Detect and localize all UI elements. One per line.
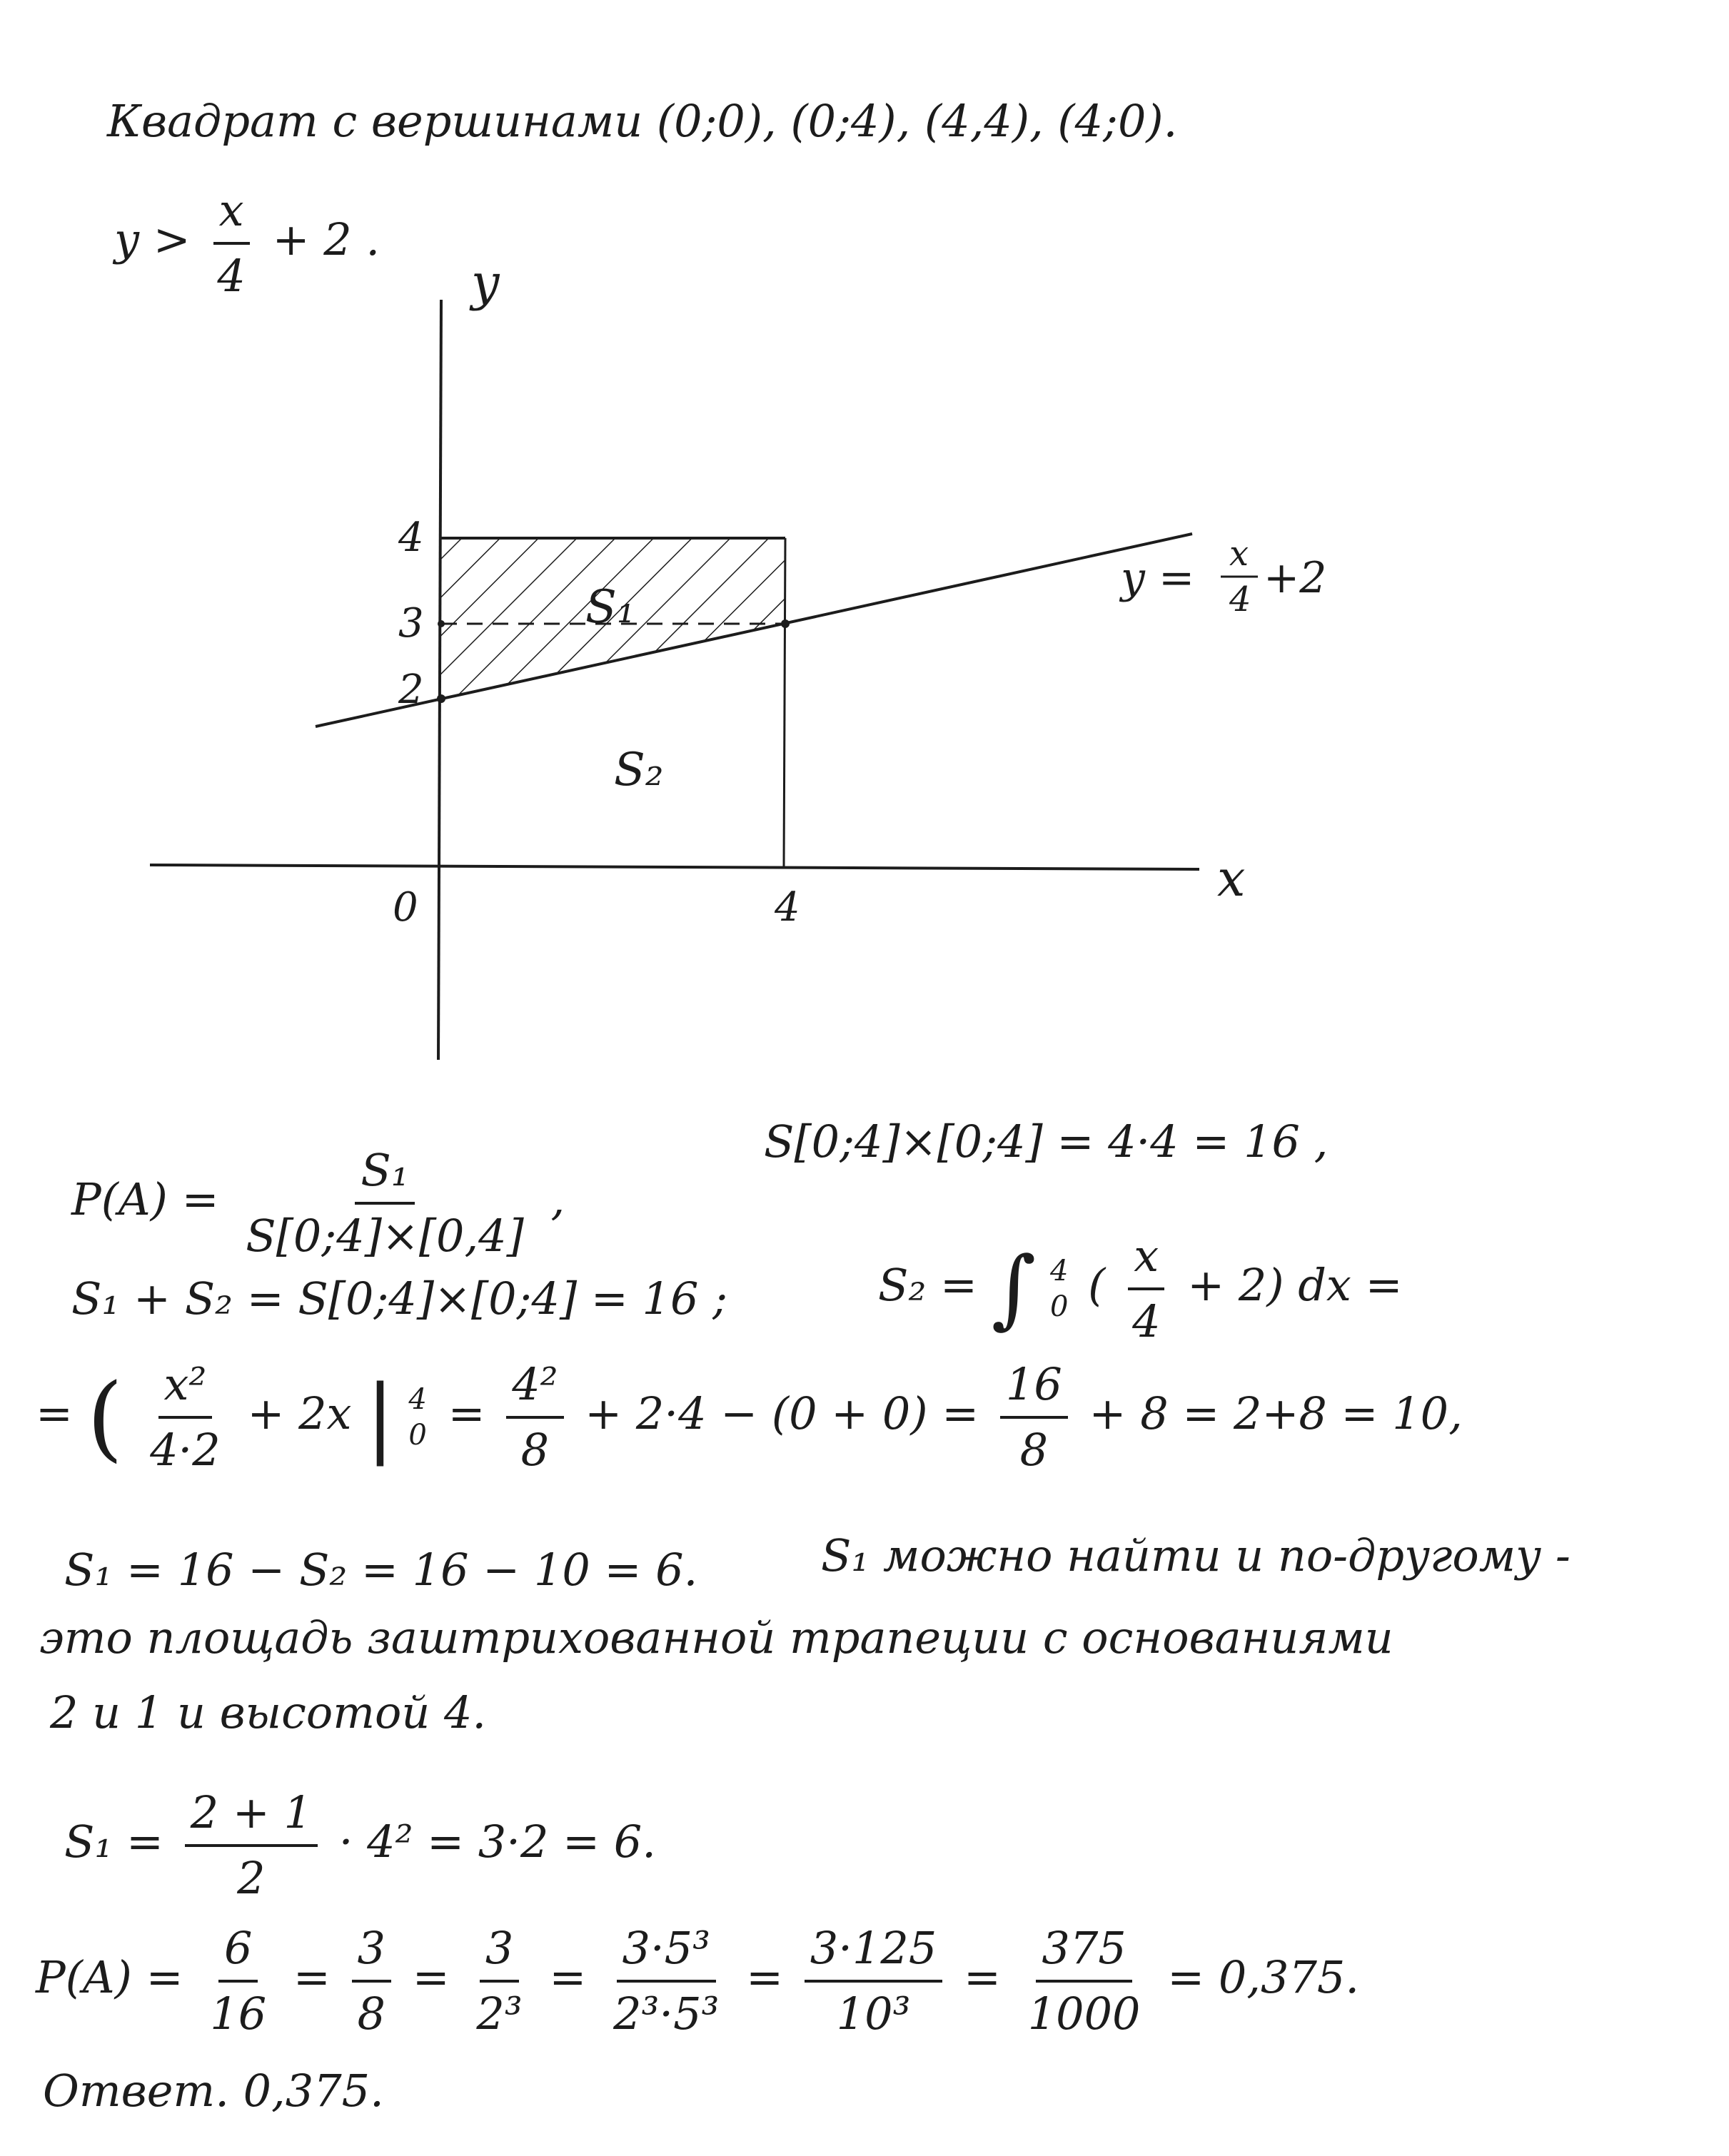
integral-open-paren: ( xyxy=(1088,1259,1106,1312)
alt-line-2 xyxy=(39,1609,1393,1666)
square-area-line xyxy=(764,1113,1328,1170)
final-prob-line xyxy=(36,1920,1359,2043)
point-0-3 xyxy=(438,620,445,627)
s1-result-text: S₁ = 16 − S₂ = 16 − 10 = 6. xyxy=(64,1544,698,1596)
eq-sign-4: = xyxy=(746,1951,784,2004)
line-label-den: 4 xyxy=(1229,580,1251,619)
point-4-3 xyxy=(781,619,790,628)
s2-integral-line xyxy=(878,1228,1403,1350)
prob-def-line xyxy=(71,1142,565,1265)
trap-lhs: S₁ = xyxy=(64,1816,163,1868)
answer-text: Ответ. 0,375. xyxy=(43,2065,384,2117)
answer-line xyxy=(43,2063,384,2120)
origin-label: 0 xyxy=(393,884,418,931)
s1-result-line xyxy=(64,1542,697,1599)
antideriv-eq2: = xyxy=(448,1387,485,1440)
statement-line xyxy=(107,93,1177,150)
trap-line xyxy=(64,1784,656,1907)
s2-lhs: S₂ = xyxy=(878,1259,977,1312)
alt-text-2: это площадь заштрихованной трапеции с основаниями xyxy=(39,1611,1393,1664)
final-frac-5: $\frac{3\cdot 125}{\text{10³}}$ xyxy=(805,1920,943,2043)
final-frac-4: $\frac{\text{3·5³}}{\text{2³·5³}}$ xyxy=(608,1920,725,2043)
x-axis xyxy=(150,865,1199,869)
eq-sign-5: = xyxy=(964,1951,1001,2004)
eq-sign-2: = xyxy=(412,1951,450,2004)
eq-sign-3: = xyxy=(549,1951,587,2004)
integral-lower: 0 xyxy=(1049,1290,1069,1323)
line-label-lhs: y = xyxy=(1121,553,1195,603)
antideriv-end: + 8 = 2+8 = 10, xyxy=(1089,1387,1463,1440)
x-axis-label: x xyxy=(1217,849,1246,908)
antideriv-fraction: $\frac{\text{x²}}{4\cdot 2}$ xyxy=(144,1356,226,1479)
final-end: = 0,375. xyxy=(1167,1951,1360,2004)
value-fraction-2: $\frac{16}{8}$ xyxy=(1000,1356,1068,1479)
integral-fraction: $\frac{x}{4}$ xyxy=(1126,1228,1166,1350)
antideriv-plus: + 2x xyxy=(247,1387,352,1440)
square-area-text: S[0;4]×[0;4] = 4·4 = 16 , xyxy=(764,1115,1329,1168)
eval-upper: 4 xyxy=(408,1383,427,1416)
antideriv-eq: = xyxy=(36,1387,73,1440)
y-axis-label: y xyxy=(471,257,500,312)
integral-upper: 4 xyxy=(1049,1255,1069,1287)
alt-text-3: 2 и 1 и высотой 4. xyxy=(50,1686,487,1739)
line-label-rhs: +2 xyxy=(1264,553,1327,603)
sum-text: S₁ + S₂ = S[0;4]×[0;4] = 16 ; xyxy=(71,1272,727,1325)
integral-limits xyxy=(1050,1253,1068,1325)
final-lhs: P(A) = xyxy=(36,1951,183,2004)
point-0-2 xyxy=(437,694,445,703)
integral-sign: ∫ xyxy=(991,1239,1037,1338)
alt-line-1 xyxy=(821,1527,1571,1584)
statement-text: Квадрат с вершинами (0;0), (0;4), (4,4), (4;0). xyxy=(107,95,1178,147)
y-tick-3: 3 xyxy=(398,600,424,647)
prob-def-lhs: P(A) = xyxy=(71,1173,219,1226)
trap-rest: · 4² = 3·2 = 6. xyxy=(338,1816,656,1868)
final-frac-2: $\frac{3}{8}$ xyxy=(352,1920,391,2043)
value-fraction-1: $\frac{\text{4²}}{8}$ xyxy=(506,1356,563,1479)
alt-text-1: S₁ можно найти и по-другому - xyxy=(821,1529,1571,1581)
antideriv-mid: + 2·4 − (0 + 0) = xyxy=(585,1387,979,1440)
integral-rest: + 2) dx = xyxy=(1187,1259,1403,1312)
final-frac-3: $\frac{3}{\text{2³}}$ xyxy=(470,1920,528,2043)
antideriv-line xyxy=(36,1356,1463,1479)
y-tick-4: 4 xyxy=(398,515,424,561)
alt-line-3 xyxy=(50,1684,486,1741)
sum-line xyxy=(71,1270,727,1327)
trap-fraction: $\frac{2 + 1}{2}$ xyxy=(185,1784,318,1907)
region-s1-label: S₁ xyxy=(585,581,635,634)
y-axis xyxy=(438,300,441,1060)
eq-sign-1: = xyxy=(293,1951,331,2004)
condition-rhs: + 2 . xyxy=(272,213,380,266)
antideriv-open-paren: ( xyxy=(86,1363,123,1472)
final-frac-6: $\frac{375}{1000}$ xyxy=(1022,1920,1146,2043)
y-tick-2: 2 xyxy=(398,667,424,713)
condition-lhs: y > xyxy=(114,213,191,266)
square-right-edge xyxy=(784,538,785,868)
final-frac-1: $\frac{6}{16}$ xyxy=(204,1920,272,2043)
antideriv-eval-bar: | xyxy=(366,1367,395,1467)
region-s2-label: S₂ xyxy=(614,744,664,796)
line-label-num: x xyxy=(1229,534,1249,574)
eval-lower: 0 xyxy=(408,1419,427,1452)
x-tick-4: 4 xyxy=(775,884,800,931)
antideriv-eval-limits xyxy=(408,1382,426,1453)
coordinate-graph xyxy=(128,257,1385,1078)
condition-fraction: $\frac{x}{4}$ xyxy=(211,182,251,305)
prob-def-fraction: $\frac{\text{S₁}}{S[0;4]\times[0,4]}$ xyxy=(240,1142,530,1265)
prob-def-tail: , xyxy=(550,1173,565,1226)
